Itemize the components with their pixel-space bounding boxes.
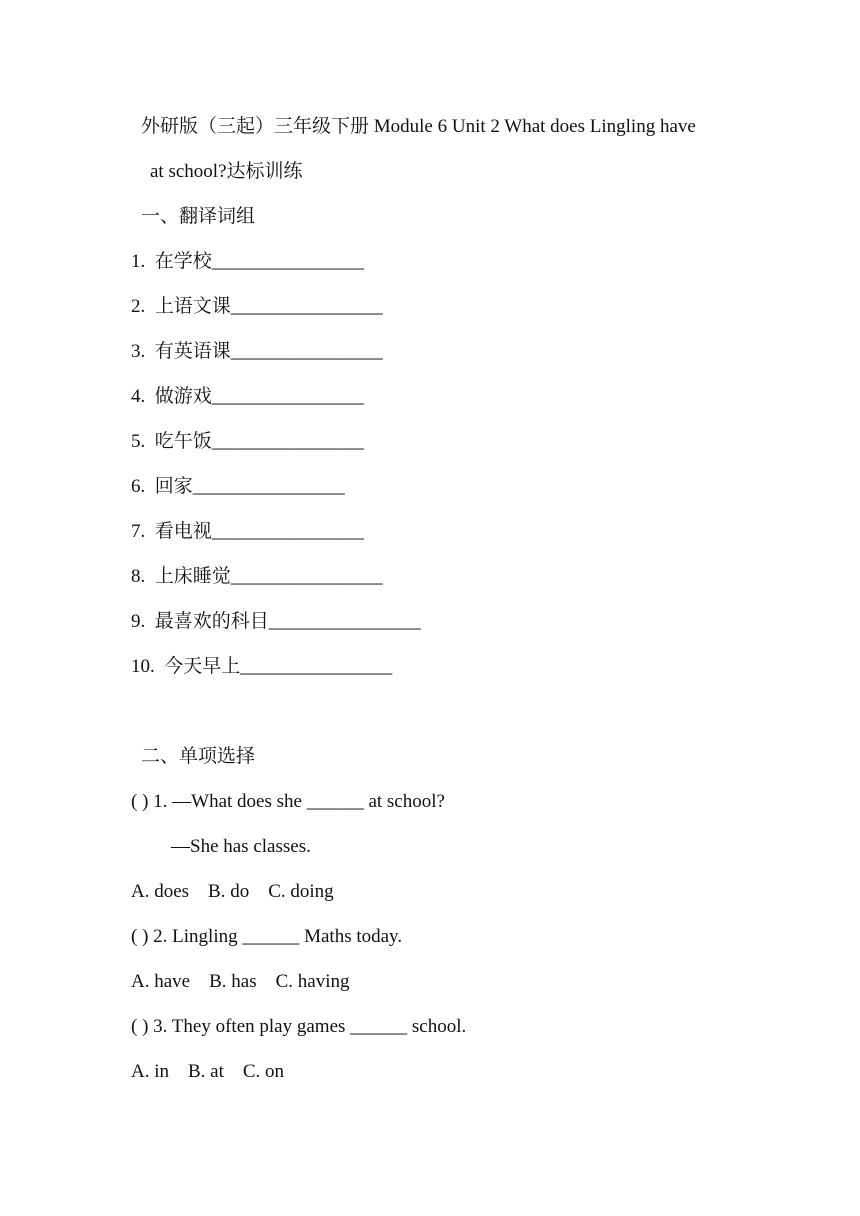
translation-item-6: 6. 回家________________ (131, 476, 345, 497)
translation-item-2: 2. 上语文课________________ (131, 296, 383, 317)
document-title-line-2: at school?达标训练 (150, 161, 303, 182)
document-title-line-1: 外研版（三起）三年级下册 Module 6 Unit 2 What does Lingling have (141, 116, 696, 137)
question-1-answer-line: —She has classes. (171, 836, 311, 857)
question-3-options: A. in B. at C. on (131, 1061, 285, 1082)
question-3: ( ) 3. They often play games ______ school. (131, 1016, 467, 1037)
translation-item-8: 8. 上床睡觉________________ (131, 566, 383, 587)
translation-item-5: 5. 吃午饭________________ (131, 431, 364, 452)
translation-item-9: 9. 最喜欢的科目________________ (131, 611, 421, 632)
translation-item-10: 10. 今天早上________________ (131, 656, 393, 677)
translation-item-4: 4. 做游戏________________ (131, 386, 364, 407)
section-2-heading: 二、单项选择 (141, 746, 256, 767)
section-1-heading: 一、翻译词组 (141, 206, 256, 227)
translation-item-3: 3. 有英语课________________ (131, 341, 383, 362)
question-2-options: A. have B. has C. having (131, 971, 350, 992)
translation-item-1: 1. 在学校________________ (131, 251, 364, 272)
translation-item-7: 7. 看电视________________ (131, 521, 364, 542)
question-1-options: A. does B. do C. doing (131, 881, 334, 902)
question-1: ( ) 1. —What does she ______ at school? (131, 791, 445, 812)
question-2: ( ) 2. Lingling ______ Maths today. (131, 926, 403, 947)
